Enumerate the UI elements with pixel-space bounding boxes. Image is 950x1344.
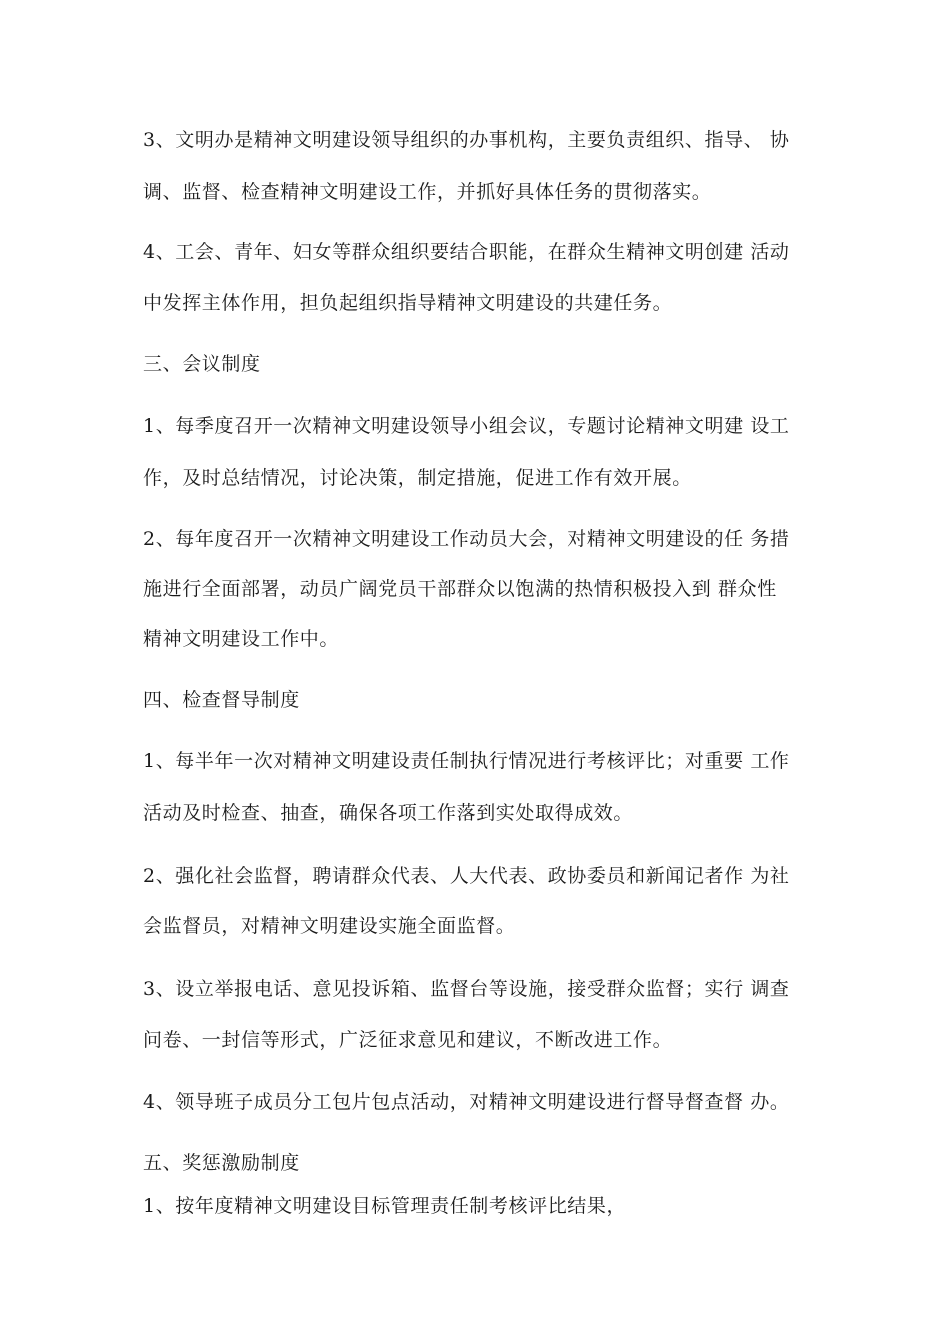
- text-line: 2、强化社会监督，聘请群众代表、人大代表、政协委员和新闻记者作 为社: [143, 865, 790, 887]
- text-line: 中发挥主体作用，担负起组织指导精神文明建设的共建任务。: [143, 292, 673, 314]
- section-heading: 三、会议制度: [143, 353, 261, 375]
- text-line: 会监督员，对精神文明建设实施全面监督。: [143, 915, 516, 937]
- text-line: 活动及时检查、抽查，确保各项工作落到实处取得成效。: [143, 802, 634, 824]
- text-line: 1、每半年一次对精神文明建设责任制执行情况进行考核评比；对重要 工作: [143, 750, 790, 772]
- text-line: 作，及时总结情况，讨论决策，制定措施，促进工作有效开展。: [143, 467, 692, 489]
- text-line: 1、每季度召开一次精神文明建设领导小组会议，专题讨论精神文明建 设工: [143, 415, 790, 437]
- text-line: 4、领导班子成员分工包片包点活动，对精神文明建设进行督导督查督 办。: [143, 1091, 790, 1113]
- text-line: 问卷、一封信等形式，广泛征求意见和建议，不断改进工作。: [143, 1029, 673, 1051]
- section-heading: 四、检查督导制度: [143, 689, 300, 711]
- text-line: 1、按年度精神文明建设目标管理责任制考核评比结果，: [143, 1195, 627, 1217]
- text-line: 施进行全面部署，动员广阔党员干部群众以饱满的热情积极投入到 群众性: [143, 578, 777, 600]
- section-heading: 五、奖惩激励制度: [143, 1152, 300, 1174]
- text-line: 4、工会、青年、妇女等群众组织要结合职能，在群众生精神文明创建 活动: [143, 241, 790, 263]
- text-line: 2、每年度召开一次精神文明建设工作动员大会，对精神文明建设的任 务措: [143, 528, 790, 550]
- text-line: 精神文明建设工作中。: [143, 628, 340, 650]
- text-line: 3、文明办是精神文明建设领导组织的办事机构，主要负责组织、指导、 协: [143, 129, 790, 151]
- text-line: 3、设立举报电话、意见投诉箱、监督台等设施，接受群众监督；实行 调查: [143, 978, 790, 1000]
- text-line: 调、监督、检查精神文明建设工作，并抓好具体任务的贯彻落实。: [143, 181, 712, 203]
